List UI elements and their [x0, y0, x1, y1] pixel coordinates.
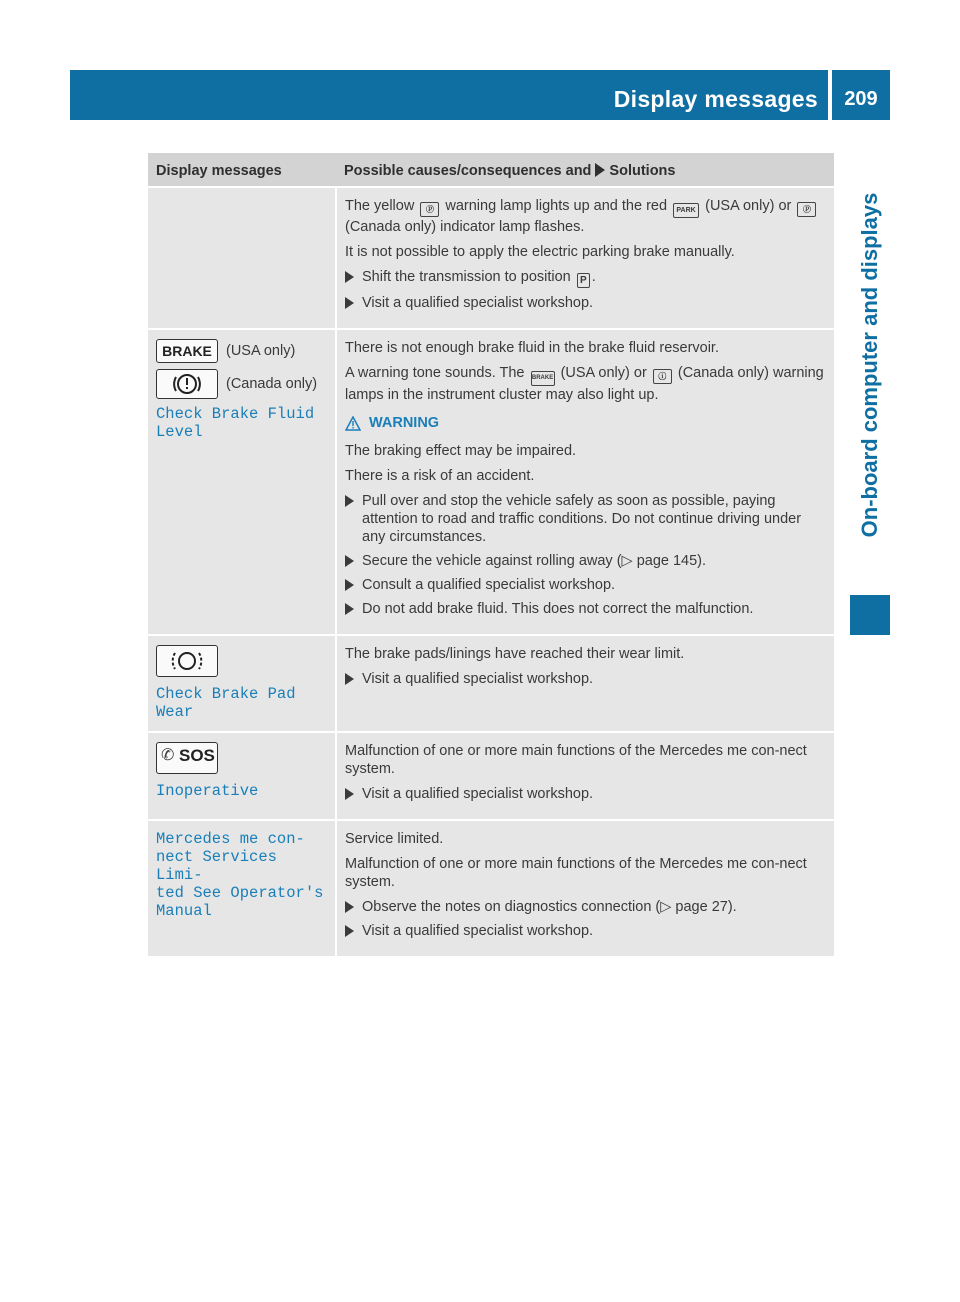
solution-step [345, 785, 826, 803]
step-arrow-icon [345, 603, 354, 615]
solution-step [345, 922, 826, 940]
text: only) or [742, 198, 792, 214]
warning-triangle-icon [345, 416, 361, 431]
step-arrow-icon [345, 788, 354, 800]
paragraph: The brake pads/linings have reached their wear limit. [345, 646, 685, 662]
display-message-text: Manual [156, 902, 212, 920]
display-message-text: Level [156, 423, 203, 441]
text: warning lamp lights up and the red [445, 198, 668, 214]
step-arrow-icon [345, 271, 354, 283]
text: Visit a qualified specialist workshop. [362, 923, 594, 939]
usa-lamp-row [156, 339, 327, 363]
step-arrow-icon [345, 925, 354, 937]
brake-pad-wear-icon [156, 645, 218, 677]
display-message-text: Check Brake Fluid [156, 405, 315, 423]
transmission-p-icon: P [577, 273, 590, 288]
column-header-causes-text: Possible causes/consequences and [344, 163, 592, 179]
message-cell [148, 635, 336, 732]
brake-lamp-icon: BRAKE [531, 371, 555, 386]
solution-step [345, 294, 826, 312]
message-cell [148, 732, 336, 820]
text: A warning tone sounds. The [345, 365, 525, 381]
brake-circle-lamp-icon: ⓘ [653, 369, 672, 384]
paragraph: Malfunction of one or more main functions of the Mercedes me con-nect system. [345, 743, 807, 777]
brake-warning-icon: BRAKE [156, 339, 218, 363]
solution-cell [336, 635, 834, 732]
solution-step: Shift the transmission to position P . [345, 268, 826, 288]
paragraph: There is not enough brake fluid in the brake fluid reservoir. [345, 340, 719, 356]
parking-brake-icon: Ⓟ [797, 202, 816, 217]
parking-brake-icon: Ⓟ [420, 202, 439, 217]
step-arrow-icon [345, 579, 354, 591]
display-message-text: Check Brake Pad [156, 685, 296, 703]
column-header-causes [336, 153, 834, 187]
step-arrow-icon [345, 297, 354, 309]
display-messages-table [148, 153, 834, 956]
text: Consult a qualified specialist workshop. [362, 577, 616, 593]
display-message-text: Wear [156, 703, 194, 721]
solution-step [345, 492, 826, 546]
column-header-solutions: Solutions [609, 163, 676, 179]
paragraph: The braking effect may be impaired. [345, 443, 577, 459]
text: Visit a qualified specialist workshop. [362, 786, 594, 802]
text: (Canada only) indicator lamp flashes. [345, 219, 585, 235]
display-message-text: nect Services Limi‐ [156, 848, 277, 884]
solution-cell [336, 187, 834, 329]
solution-cell [336, 329, 834, 635]
message-cell [148, 187, 336, 329]
solution-step [345, 576, 826, 594]
paragraph [345, 197, 826, 236]
paragraph: Service limited. [345, 831, 444, 847]
usa-only-label: (USA only) [226, 343, 296, 359]
step-arrow-icon [345, 673, 354, 685]
page-number: 209 [844, 88, 878, 110]
display-message-text: ted See Operator's [156, 884, 324, 902]
section-title: On-board computer and displays [857, 192, 882, 538]
step-arrow-icon [345, 901, 354, 913]
message-cell [148, 820, 336, 956]
text: Shift the transmission to position [362, 269, 571, 285]
solution-step [345, 552, 826, 570]
table-row [148, 732, 834, 820]
sos-phone-icon [156, 742, 218, 774]
column-header-display-messages: Display messages [148, 153, 336, 187]
canada-only-label: (Canada only) [226, 376, 318, 392]
section-side-tab [850, 130, 890, 600]
text: Observe the notes on diagnostics connection (▷ page 27). [362, 899, 737, 915]
text: Pull over and stop the vehicle safely as soon as possible, paying attention to road and traffic conditions. Do not continue driving under any circumstances. [362, 493, 802, 545]
solution-cell [336, 820, 834, 956]
message-cell [148, 329, 336, 635]
text: warning lamps in the instrument cluster may also light up. [345, 365, 824, 403]
paragraph: It is not possible to apply the electric parking brake manually. [345, 244, 735, 260]
text: Secure the vehicle against rolling away (▷ page 145). [362, 553, 707, 569]
phone-icon: ✆ [161, 747, 175, 764]
table-row [148, 329, 834, 635]
solution-arrow-icon [595, 163, 605, 177]
text: The yellow [345, 198, 415, 214]
text: Do not add brake fluid. This does not correct the malfunction. [362, 601, 754, 617]
text: Visit a qualified specialist workshop. [362, 295, 594, 311]
solution-cell [336, 732, 834, 820]
solution-step [345, 600, 826, 618]
brake-circle-warning-icon [156, 369, 218, 399]
step-arrow-icon [345, 495, 354, 507]
paragraph: There is a risk of an accident. [345, 468, 535, 484]
lamp-row [156, 742, 327, 774]
spacer [345, 694, 826, 714]
canada-lamp-row [156, 369, 327, 399]
sos-label: SOS [179, 746, 215, 765]
table-row [148, 635, 834, 732]
text: (USA only) or [560, 365, 647, 381]
table-header-row [148, 153, 834, 187]
paragraph: Malfunction of one or more main functions of the Mercedes me con-nect system. [345, 856, 807, 890]
table-row [148, 820, 834, 956]
text: Visit a qualified specialist workshop. [362, 671, 594, 687]
text: (Canada only) [677, 365, 769, 381]
warning-label: WARNING [369, 415, 440, 431]
display-message-text: Mercedes me con‐ [156, 830, 305, 848]
lamp-row [156, 645, 327, 677]
table-row [148, 187, 834, 329]
paragraph [345, 364, 826, 404]
text: (USA [705, 198, 739, 214]
page-header [70, 70, 890, 120]
solution-step [345, 670, 826, 688]
page-title: Display messages [613, 86, 818, 112]
warning-heading [345, 414, 826, 432]
solution-step [345, 898, 826, 916]
section-marker [850, 595, 890, 635]
step-arrow-icon [345, 555, 354, 567]
park-lamp-icon: PARK [673, 203, 699, 218]
display-message-text: Inoperative [156, 782, 259, 800]
